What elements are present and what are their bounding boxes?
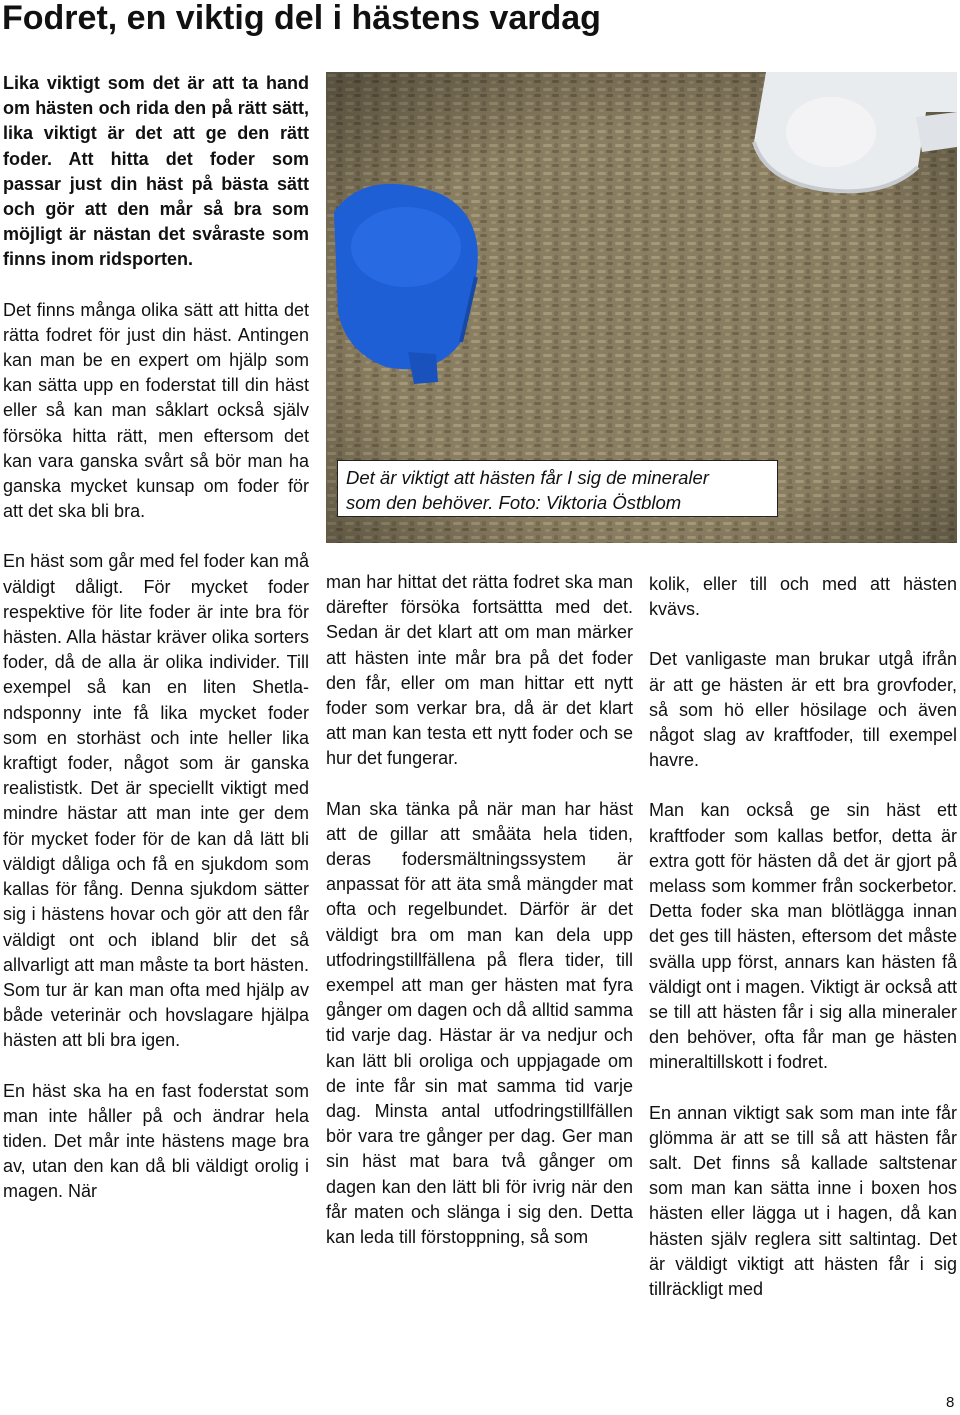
photo-caption xyxy=(337,460,778,517)
page-number: 8 xyxy=(946,1394,955,1411)
body-paragraph: Det vanligaste man brukar utgå ifrån är att ge hästen är ett bra grovfoder, så som hö eller hösilage och även något slag av kraftfoder, till exempel havre. xyxy=(649,649,957,771)
body-paragraph: man har hittat det rätta fodret ska man därefter försöka fortsättta med det. Sedan är det klart att om man märker att hästen inte mår bra på det foder den får, eller om man hittar ett nytt foder som verkar bra, då är det klart att man kan testa ett nytt foder och se hur det fungerar. xyxy=(326,572,633,769)
body-paragraph: Det finns många olika sätt att hitta det rätta fodret för just din häst. Antingen kan man be en expert om hjälp som kan sätta upp en foderstat till din häst eller så kan man såklart också själv försöka hitta rätt, men eftersom det kan vara ganska svårt så bör man ha ganska mycket kunsap om foder för att det ska bli bra. xyxy=(3,299,309,522)
body-paragraph: En annan viktigt sak som man inte får glömma är att se till så att hästen får salt. Det finns så kallade saltstenar som man kan sätta inne i boxen hos hästen eller lägga ut i hagen, då kan hästen själv reglera sitt saltintag. Det är väldigt viktigt att hästen får i sig tillräckligt med xyxy=(649,1102,957,1300)
lead-paragraph: Lika viktigt som det är att ta hand om hästen och rida den på rätt sätt, lika viktigt är det att ge den rätt foder. Att hitta det foder som passar just din häst på bästa sätt och gör att den mår så bra som möjligt är nästan det svåraste som finns inom ridsporten. xyxy=(3,73,309,270)
body-paragraph: En häst ska ha en fast foderstat som man inte håller på och ändrar hela tiden. Det mår inte hästens mage bra av, utan den kan då bli väldigt orolig i magen. När xyxy=(3,1080,309,1202)
caption-line: Det är viktigt att hästen får I sig de mineraler xyxy=(346,467,709,488)
text-column-1 xyxy=(3,71,309,1205)
body-paragraph: kolik, eller till och med att hästen kvävs. xyxy=(649,574,957,620)
body-paragraph: En häst som går med fel foder kan må väldigt dåligt. För mycket foder respektive för lite foder är inte bra för hästen. Alla hästar kräver olika sorters foder, då de alla är olika individer. Till exempel så kan en liten Shetlandsponny inte få lika mycket foder som en storhäst och inte heller lika kraftigt foder, något som är ganska realististk. Det är speciellt viktigt med mindre hästar att man inte ger dem för mycket foder för de kan då lätt bli väldigt dåliga och få en sjukdom som kallas för fång. Denna sjukdom sätter sig i hästens hovar och gör att den får väldigt ont och ibland blir det så allvarligt att man måste ta bort hästen. Som tur är kan man ofta med hjälp av både veterinär och hovslagare hjälpa hästen att bli bra igen. xyxy=(3,551,309,1051)
text-column-3 xyxy=(649,572,957,1302)
body-paragraph: Man ska tänka på när man har häst att de gillar att småäta hela tiden, deras fodersmältningssystem är anpassat för att äta små mängder mat ofta och regelbundet. Därför är det väldigt bra om man kan dela upp utfodringstillfällena på flera tider, till exempel att man ger hästen mat fyra gånger om dagen och då alltid samma tid varje dag. Hästar är va nedjur och kan lätt bli oroliga och uppjagade om de inte får sin mat samma tid varje dag. Minsta antal utfodringstillfällen bör vara tre gånger per dag. Ger man sin häst mat bara två gånger om dagen kan den lätt bli för ivrig när den får maten och slänga i sig den. Detta kan leda till förstoppning, så som xyxy=(326,798,633,1248)
article-title: Fodret, en viktig del i hästens vardag xyxy=(2,0,601,37)
body-paragraph: Man kan också ge sin häst ett kraftfoder som kallas betfor, detta är extra gott för hästen då det är gjort på melass som kommer från sockerbetor. Detta foder ska man blötlägga innan det ges till hästen, eftersom det måste svälla upp först, annars kan hästen få väldigt ont i magen. Viktigt är också att se till att hästen får i sig alla mineraler den behöver, ofta får man ge hästen mineraltillskott i fodret. xyxy=(649,800,957,1073)
caption-line: som den behöver. Foto: Viktoria Östblom xyxy=(346,492,682,513)
text-column-2 xyxy=(326,570,633,1250)
